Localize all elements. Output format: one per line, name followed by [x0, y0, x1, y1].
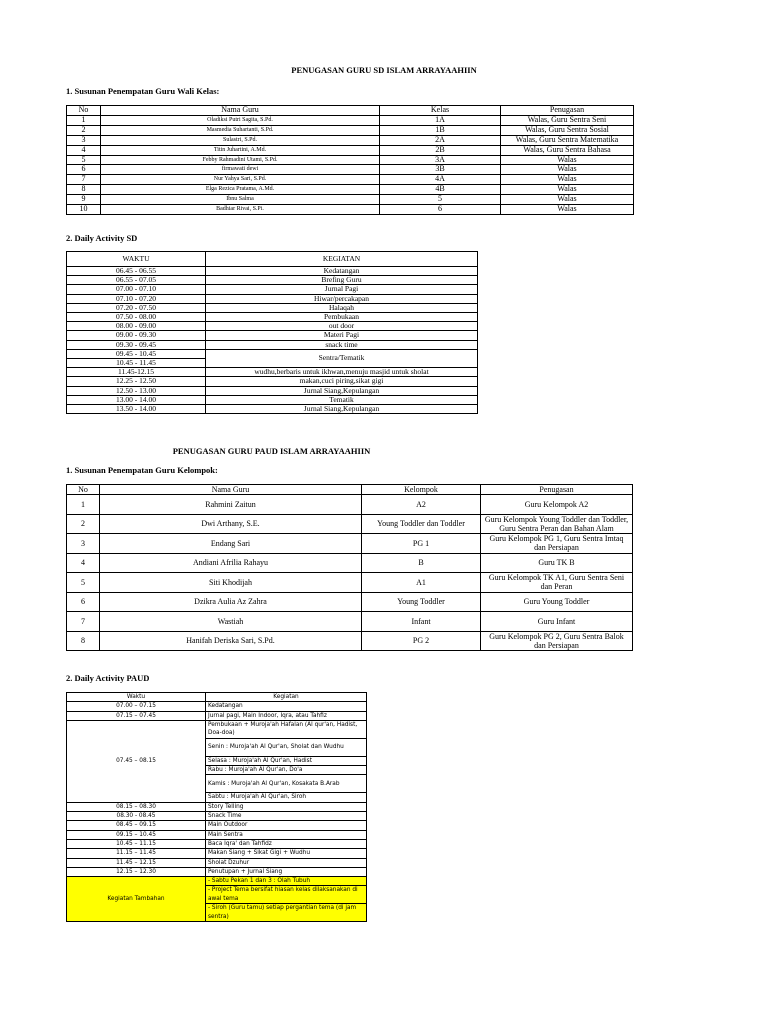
table-row	[67, 349, 478, 358]
table-row	[67, 313, 478, 322]
cell-penugasan: Guru Kelompok Young Toddler dan Toddler, Guru Sentra Peran dan Bahan Alam	[481, 514, 633, 534]
table-row	[67, 303, 478, 312]
cell-no: 10	[67, 205, 101, 215]
header-waktu: Waktu	[67, 693, 206, 702]
cell-kelompok: PG 1	[362, 534, 481, 554]
cell-activity: Tematik	[206, 395, 478, 404]
header-kegiatan: KEGIATAN	[206, 252, 478, 267]
cell-activity: Pembukaan	[206, 313, 478, 322]
cell-activity: wudhu,berbaris untuk ikhwan,menuju masjid untuk sholat	[206, 368, 478, 377]
table-row-extra	[67, 877, 367, 886]
cell-time: 07.15 – 07.45	[67, 711, 206, 720]
cell-time: 12.50 - 13.00	[67, 386, 206, 395]
cell-time: 07.00 - 07.10	[67, 285, 206, 294]
cell-activity: makan,cuci piring,sikat gigi	[206, 377, 478, 386]
cell-kelas: 4A	[380, 175, 501, 185]
cell-time: 09.00 - 09.30	[67, 331, 206, 340]
sd-title: PENUGASAN GURU SD ISLAM ARRAYAAHIIN	[291, 65, 477, 75]
cell-penugasan: Guru Young Toddler	[481, 592, 633, 612]
table-row	[67, 720, 367, 738]
table-row	[67, 115, 634, 125]
cell-penugasan: Guru TK B	[481, 553, 633, 573]
cell-time: 13.50 - 14.00	[67, 405, 206, 414]
cell-no: 8	[67, 185, 101, 195]
sd-section-1-heading: 1. Susunan Penempatan Guru Wali Kelas:	[66, 86, 220, 96]
header-nama-guru: Nama Guru	[101, 106, 380, 116]
cell-no: 7	[67, 175, 101, 185]
cell-penugasan: Walas	[501, 155, 634, 165]
cell-no: 5	[67, 155, 101, 165]
cell-nama-guru: Titin Juhartini, A.Md.	[101, 145, 380, 155]
cell-penugasan: Guru Kelompok PG 1, Guru Sentra Imtaq dan Persiapan	[481, 534, 633, 554]
cell-activity: Main Outdoor	[206, 821, 367, 830]
table-row	[67, 205, 634, 215]
cell-activity: Pembukaan + Muroja'ah Hafalan (Al qur'an, Hadist, Doa-doa)	[206, 720, 367, 738]
cell-time: 11.15 – 11.45	[67, 849, 206, 858]
cell-time: 12.15 – 12.30	[67, 867, 206, 876]
cell-no: 8	[67, 631, 100, 651]
header-no: No	[67, 106, 101, 116]
table-row	[67, 849, 367, 858]
paud-title: PENUGASAN GURU PAUD ISLAM ARRAYAAHIIN	[172, 446, 371, 456]
sd-teacher-table	[66, 105, 634, 215]
table-row	[67, 294, 478, 303]
cell-extra-label: Kegiatan Tambahan	[67, 877, 206, 922]
cell-time: 07.50 - 08.00	[67, 313, 206, 322]
cell-activity: Kedatangan	[206, 702, 367, 711]
cell-time: 09.30 - 09.45	[67, 340, 206, 349]
table-row	[67, 125, 634, 135]
cell-time: 09.45 - 10.45	[67, 349, 206, 358]
table-row	[67, 821, 367, 830]
cell-activity: Jurnal Pagi	[206, 285, 478, 294]
cell-penugasan: Walas	[501, 195, 634, 205]
cell-penugasan: Walas	[501, 185, 634, 195]
cell-time: 07.45 – 08.15	[67, 720, 206, 802]
cell-nama-guru: Elga Rezica Pratama, A.Md.	[101, 185, 380, 195]
cell-time: 13.00 - 14.00	[67, 395, 206, 404]
cell-nama-guru: Rahmini Zaitun	[100, 495, 362, 515]
table-header-row	[67, 252, 478, 267]
cell-penugasan: Walas, Guru Sentra Matematika	[501, 135, 634, 145]
cell-time: 07.10 - 07.20	[67, 294, 206, 303]
table-row	[67, 514, 633, 534]
paud-daily-activity-table	[66, 692, 367, 922]
cell-kelas: 4B	[380, 185, 501, 195]
table-row	[67, 395, 478, 404]
cell-activity: Jurnal Siang,Kepulangan	[206, 386, 478, 395]
cell-activity: Penutupan + Jurnal Siang	[206, 867, 367, 876]
cell-time: 08.15 – 08.30	[67, 802, 206, 811]
cell-activity: Materi Pagi	[206, 331, 478, 340]
sd-daily-activity-table	[66, 251, 478, 414]
cell-no: 2	[67, 125, 101, 135]
header-penugasan: Penugasan	[501, 106, 634, 116]
table-header-row	[67, 106, 634, 116]
cell-activity: Makan Siang + Sikat Gigi + Wudhu	[206, 849, 367, 858]
table-row	[67, 185, 634, 195]
cell-activity: Sabtu : Muroja'ah Al Qur'an, Siroh	[206, 793, 367, 802]
table-row	[67, 331, 478, 340]
cell-kelas: 3A	[380, 155, 501, 165]
table-row	[67, 612, 633, 632]
cell-activity: Kamis : Muroja'ah Al Qur'an, Kosakata B.Arab	[206, 775, 367, 793]
cell-nama-guru: Hanifah Deriska Sari, S.Pd.	[100, 631, 362, 651]
table-row	[67, 405, 478, 414]
cell-nama-guru: Dwi Arthany, S.E.	[100, 514, 362, 534]
header-kegiatan: Kegiatan	[206, 693, 367, 702]
cell-kelas: 5	[380, 195, 501, 205]
table-row	[67, 276, 478, 285]
table-row	[67, 858, 367, 867]
cell-activity: Senin : Muroja'ah Al Qur'an, Sholat dan Wudhu	[206, 738, 367, 756]
cell-nama-guru: Oladiksi Putri Sagita, S.Pd.	[101, 115, 380, 125]
header-kelas: Kelas	[380, 106, 501, 116]
cell-no: 1	[67, 495, 100, 515]
cell-activity: Sentra/Tematik	[206, 349, 478, 367]
table-row	[67, 195, 634, 205]
cell-activity: Halaqah	[206, 303, 478, 312]
cell-no: 2	[67, 514, 100, 534]
cell-kelas: 2B	[380, 145, 501, 155]
cell-activity: Story Telling	[206, 802, 367, 811]
cell-no: 6	[67, 592, 100, 612]
cell-nama-guru: Dzikra Aulia Az Zahra	[100, 592, 362, 612]
cell-time: 06.45 - 06.55	[67, 267, 206, 276]
cell-no: 7	[67, 612, 100, 632]
paud-section-2-heading: 2. Daily Activity PAUD	[66, 673, 150, 683]
cell-penugasan: Walas	[501, 165, 634, 175]
cell-no: 9	[67, 195, 101, 205]
table-row	[67, 165, 634, 175]
table-header-row	[67, 485, 633, 495]
table-row	[67, 386, 478, 395]
table-row	[67, 702, 367, 711]
cell-nama-guru: Sulastri, S.Pd.	[101, 135, 380, 145]
cell-activity: Sholat Dzuhur	[206, 858, 367, 867]
cell-activity: Jurnal Siang,Kepulangan	[206, 405, 478, 414]
table-row	[67, 802, 367, 811]
cell-activity: Jurnal pagi, Main Indoor, Iqra, atau Tahfiz	[206, 711, 367, 720]
table-row	[67, 553, 633, 573]
cell-penugasan: Guru Kelompok A2	[481, 495, 633, 515]
paud-section-1-heading: 1. Susunan Penempatan Guru Kelompok:	[66, 465, 218, 475]
header-nama-guru: Nama Guru	[100, 485, 362, 495]
table-row	[67, 573, 633, 593]
cell-no: 5	[67, 573, 100, 593]
table-row	[67, 145, 634, 155]
sd-section-2-heading: 2. Daily Activity SD	[66, 233, 138, 243]
cell-penugasan: Guru Kelompok PG 2, Guru Sentra Balok dan Persiapan	[481, 631, 633, 651]
cell-activity: out door	[206, 322, 478, 331]
cell-penugasan: Walas, Guru Sentra Bahasa	[501, 145, 634, 155]
table-row	[67, 267, 478, 276]
cell-nama-guru: Andiani Afrilia Rahayu	[100, 553, 362, 573]
cell-penugasan: Guru Infant	[481, 612, 633, 632]
cell-no: 3	[67, 534, 100, 554]
cell-nama-guru: Siti Khodijah	[100, 573, 362, 593]
cell-activity: Brefing Guru	[206, 276, 478, 285]
cell-kelas: 1B	[380, 125, 501, 135]
table-row	[67, 592, 633, 612]
cell-penugasan: Walas	[501, 205, 634, 215]
cell-penugasan: Guru Kelompok TK A1, Guru Sentra Seni dan Peran	[481, 573, 633, 593]
cell-kelas: 2A	[380, 135, 501, 145]
cell-kelompok: Young Toddler	[362, 592, 481, 612]
cell-nama-guru: Nur Yahya Sari, S.Pd.	[101, 175, 380, 185]
table-row	[67, 377, 478, 386]
cell-nama-guru: Wastiah	[100, 612, 362, 632]
table-row	[67, 175, 634, 185]
cell-no: 6	[67, 165, 101, 175]
cell-kelompok: B	[362, 553, 481, 573]
cell-activity: Baca Iqra' dan Tahfidz	[206, 839, 367, 848]
cell-time: 12.25 - 12.50	[67, 377, 206, 386]
cell-nama-guru: Masmedia Suhartanti, S.Pd.	[101, 125, 380, 135]
cell-time: 08.45 – 09.15	[67, 821, 206, 830]
table-row	[67, 812, 367, 821]
cell-nama-guru: firmawati dewi	[101, 165, 380, 175]
table-row	[67, 155, 634, 165]
cell-no: 4	[67, 145, 101, 155]
cell-penugasan: Walas, Guru Sentra Seni	[501, 115, 634, 125]
table-row	[67, 340, 478, 349]
cell-activity: Kedatangan	[206, 267, 478, 276]
table-row	[67, 534, 633, 554]
cell-time: 07.00 – 07.15	[67, 702, 206, 711]
cell-activity: Main Sentra	[206, 830, 367, 839]
cell-kelas: 1A	[380, 115, 501, 125]
cell-extra-item: - Project Tema bersifat hiasan kelas dilaksanakan di awal tema	[206, 886, 367, 904]
cell-time: 10.45 - 11.45	[67, 359, 206, 368]
cell-activity: Snack Time	[206, 812, 367, 821]
cell-activity: Selasa : Muroja'ah Al Qur'an, Hadist	[206, 756, 367, 765]
header-penugasan: Penugasan	[481, 485, 633, 495]
cell-nama-guru: Febby Rahmadini Utami, S.Pd.	[101, 155, 380, 165]
header-kelompok: Kelompok	[362, 485, 481, 495]
paud-teacher-table	[66, 484, 633, 651]
cell-kelas: 6	[380, 205, 501, 215]
cell-nama-guru: Ibnu Salma	[101, 195, 380, 205]
cell-kelompok: Young Toddler dan Toddler	[362, 514, 481, 534]
cell-no: 3	[67, 135, 101, 145]
cell-kelompok: PG 2	[362, 631, 481, 651]
table-row	[67, 830, 367, 839]
table-row	[67, 495, 633, 515]
table-row	[67, 285, 478, 294]
table-header-row	[67, 693, 367, 702]
cell-activity: Hiwar/percakapan	[206, 294, 478, 303]
cell-nama-guru: Badhiar Rivai, S.Pi.	[101, 205, 380, 215]
cell-time: 08.00 - 09.00	[67, 322, 206, 331]
header-no: No	[67, 485, 100, 495]
cell-penugasan: Walas, Guru Sentra Sosial	[501, 125, 634, 135]
cell-penugasan: Walas	[501, 175, 634, 185]
table-row	[67, 867, 367, 876]
cell-kelompok: A1	[362, 573, 481, 593]
cell-time: 08.30 - 08.45	[67, 812, 206, 821]
cell-activity: Rabu : Muroja'ah Al Qur'an, Do'a	[206, 766, 367, 775]
cell-time: 06.55 - 07.05	[67, 276, 206, 285]
cell-extra-item: - Sabtu Pekan 1 dan 3 : Olah Tubuh	[206, 877, 367, 886]
cell-time: 11.45 – 12.15	[67, 858, 206, 867]
cell-time: 09.15 – 10.45	[67, 830, 206, 839]
table-row	[67, 322, 478, 331]
cell-nama-guru: Endang Sari	[100, 534, 362, 554]
cell-kelas: 3B	[380, 165, 501, 175]
cell-kelompok: A2	[362, 495, 481, 515]
table-row	[67, 368, 478, 377]
table-row	[67, 839, 367, 848]
cell-time: 11.45-12.15	[67, 368, 206, 377]
table-row	[67, 711, 367, 720]
table-row	[67, 135, 634, 145]
cell-activity: snack time	[206, 340, 478, 349]
header-waktu: WAKTU	[67, 252, 206, 267]
cell-extra-item: - Siroh (Guru tamu) setiap pergantian tema (di jam sentra)	[206, 904, 367, 922]
cell-no: 1	[67, 115, 101, 125]
cell-time: 10.45 – 11.15	[67, 839, 206, 848]
cell-kelompok: Infant	[362, 612, 481, 632]
table-row	[67, 631, 633, 651]
cell-time: 07.20 - 07.50	[67, 303, 206, 312]
cell-no: 4	[67, 553, 100, 573]
